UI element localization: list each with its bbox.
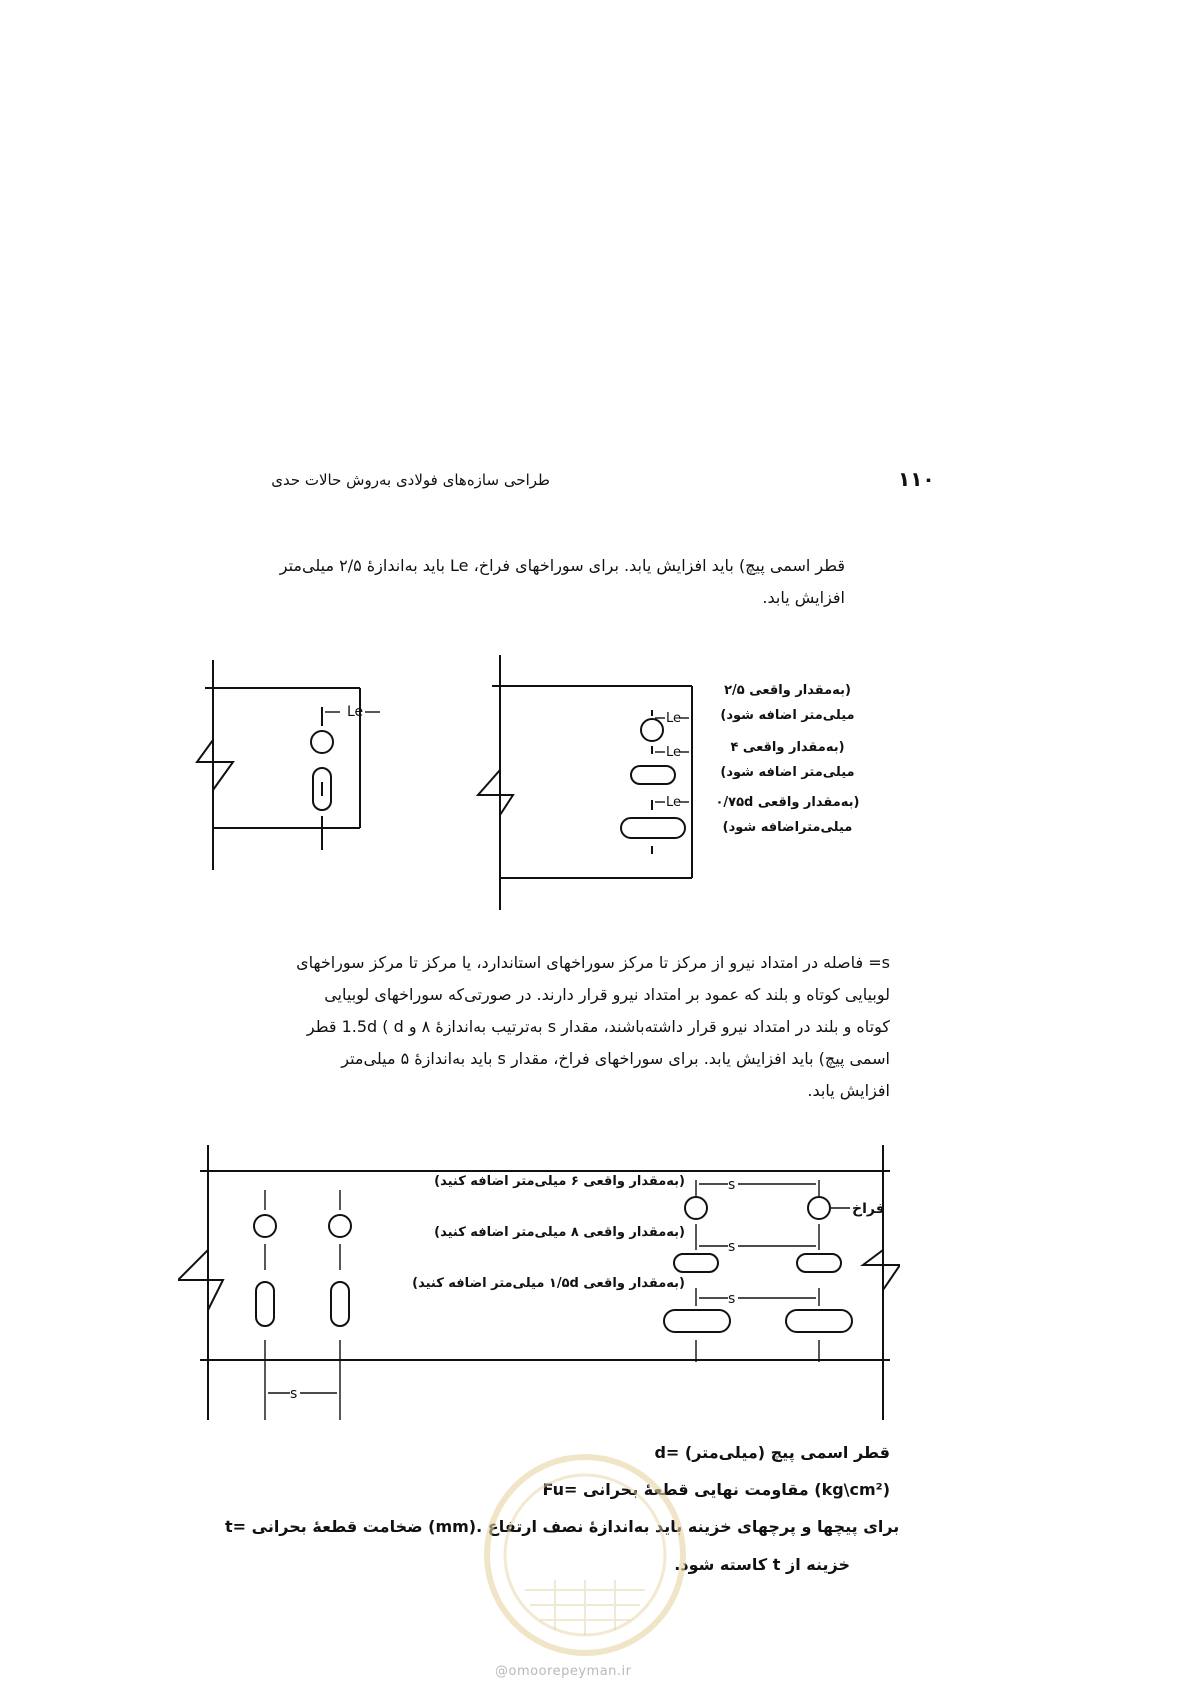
edge-distance-label: Le [666, 795, 682, 810]
paragraph-line: افزایش یابد. [762, 588, 845, 607]
paragraph-line: قطر اسمی پیچ) باید افزایش یابد. برای سوراخهای فراخ، Le باید به‌اندازهٔ ۲/۵ میلی‌متر [279, 556, 845, 575]
paragraph-line: افزایش یابد. [807, 1081, 890, 1100]
note-line: (به‌مقدار واقعی ۰/۷۵d [715, 795, 860, 810]
figure1-note-3 [705, 790, 870, 840]
spacing-label: s [728, 1291, 736, 1307]
paragraph-line: s= فاصله در امتداد نیرو از مرکز تا مرکز سوراخهای استاندارد، یا مرکز تا مرکز سوراخهای [296, 953, 890, 972]
definition-fu: Fu= مقاومت نهایی قطعهٔ بحرانی (kg\cm²) [542, 1480, 890, 1499]
figure2-note-2: (به‌مقدار واقعی ۸ میلی‌متر اضافه کنید) [434, 1225, 685, 1240]
note-line: (به‌مقدار واقعی ۴ [730, 740, 845, 755]
definition-d: d= قطر اسمی پیچ (میلی‌متر) [654, 1443, 890, 1462]
edge-distance-label: Le [347, 704, 364, 720]
paragraph-line: لوبیایی کوتاه و بلند که عمود بر امتداد نیرو قرار دارند. در صورتی‌که سوراخهای لوبیایی [324, 985, 890, 1004]
paragraph-line: کوتاه و بلند در امتداد نیرو قرار داشته‌باشند، مقدار s به‌ترتیب به‌اندازهٔ ۸ و 1.5d ( d قطر [306, 1017, 890, 1036]
edge-distance-figure [195, 650, 715, 920]
spacing-label: s [728, 1239, 736, 1255]
watermark-seal [480, 1450, 690, 1660]
running-title: طراحی سازه‌های فولادی به‌روش حالات حدی [271, 471, 550, 489]
figure2-note-1: (به‌مقدار واقعی ۶ میلی‌متر اضافه کنید) [434, 1174, 685, 1189]
note-line: میلی‌متر اضافه شود) [720, 708, 855, 723]
spacing-label: s [290, 1386, 298, 1402]
spacing-label: s [728, 1177, 736, 1193]
edge-distance-label: Le [666, 745, 682, 760]
figure1-note-2 [705, 735, 870, 785]
edge-distance-label: Le [666, 711, 682, 726]
paragraph-top [215, 550, 845, 614]
note-line: میلی‌متراضافه شود) [722, 820, 853, 835]
page-number: ۱۱۰ [898, 467, 935, 491]
figure2-note-3: (به‌مقدار واقعی ۱/۵d میلی‌متر اضافه کنید) [412, 1276, 685, 1291]
note-line: (به‌مقدار واقعی ۲/۵ [724, 683, 851, 698]
definition-t: t= ضخامت قطعهٔ بحرانی (mm). برای پیچها و پرچهای خزینه باید به‌اندازهٔ نصف ارتفاع [225, 1517, 900, 1536]
note-line: میلی‌متر اضافه شود) [720, 765, 855, 780]
paragraph-spacing [222, 947, 890, 1107]
oversize-label: فراخ [852, 1201, 885, 1217]
watermark-url: @omoorepeyman.ir [495, 1664, 632, 1679]
figure1-note-1 [705, 678, 870, 728]
definition-t-continued: خزینه از t کاسته شود. [674, 1555, 850, 1574]
paragraph-line: اسمی پیچ) باید افزایش یابد. برای سوراخهای فراخ، مقدار s باید به‌اندازهٔ ۵ میلی‌متر [341, 1049, 890, 1068]
